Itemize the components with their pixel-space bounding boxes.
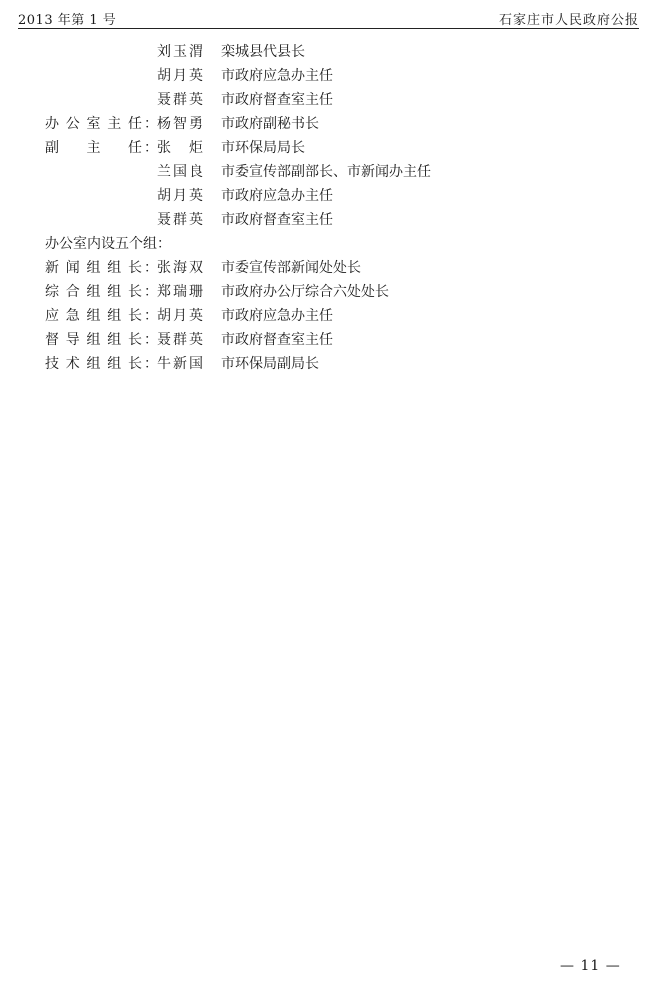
person-name: 张海双 [157,260,203,276]
person-title: 市政府应急办主任 [221,308,333,324]
person-title: 市政府督查室主任 [221,92,333,108]
person-name: 刘玉渭 [157,44,203,60]
person-name: 胡月英 [157,188,203,204]
role-label: 办公室主任 [45,116,142,132]
person-title: 市政府应急办主任 [221,68,333,84]
role-separator: ： [144,332,158,348]
role-separator: ： [144,308,158,324]
person-name: 郑瑞珊 [157,284,203,300]
role-separator: ： [144,284,158,300]
role-label: 督导组组长 [45,332,142,348]
person-name: 胡月英 [157,68,203,84]
groups-heading: 办公室内设五个组： [45,236,171,252]
person-name: 杨智勇 [157,116,203,132]
person-name: 兰国良 [157,164,203,180]
person-title: 市环保局副局长 [221,356,319,372]
person-title: 市政府办公厅综合六处处长 [221,284,389,300]
issue-label: 2013 年第 1 号 [18,13,117,28]
person-title: 市委宣传部新闻处处长 [221,260,361,276]
page-number: — 11 — [560,958,621,974]
page-header [18,6,639,29]
role-label: 技术组组长 [45,356,142,372]
person-title: 市委宣传部副部长、市新闻办主任 [221,164,431,180]
role-label: 综合组组长 [45,284,142,300]
person-name: 牛新国 [157,356,203,372]
role-separator: ： [144,356,158,372]
person-name: 聂群英 [157,212,203,228]
person-title: 市政府副秘书长 [221,116,319,132]
person-name: 胡月英 [157,308,203,324]
role-separator: ： [144,140,158,156]
person-title: 市环保局局长 [221,140,305,156]
person-title: 市政府应急办主任 [221,188,333,204]
person-title: 市政府督查室主任 [221,212,333,228]
role-label: 应急组组长 [45,308,142,324]
role-separator: ： [144,116,158,132]
publication-title: 石家庄市人民政府公报 [498,13,639,28]
role-separator: ： [144,260,158,276]
person-name: 张 炬 [157,140,203,156]
role-label: 新闻组组长 [45,260,142,276]
person-title: 市政府督查室主任 [221,332,333,348]
person-name: 聂群英 [157,92,203,108]
person-name: 聂群英 [157,332,203,348]
person-title: 栾城县代县长 [221,44,305,60]
role-label: 副主任 [45,140,142,156]
